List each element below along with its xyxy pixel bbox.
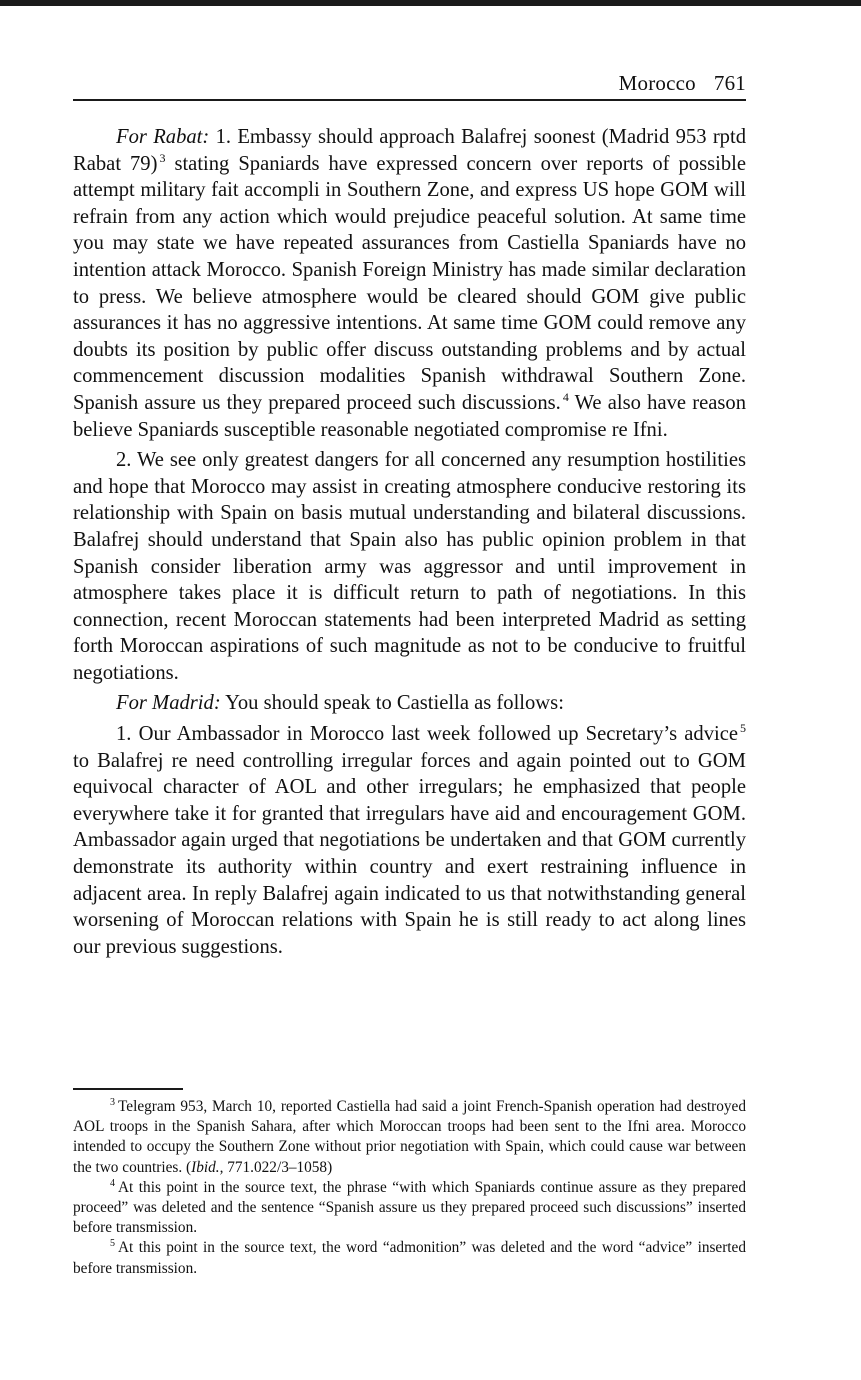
paragraph-madrid-1: 1. Our Ambassador in Morocco last week followed up Secretary’s advice $^5$ to Balafrej re need controlling irregular forces and again pointed out to GOM equivocal character of AOL and other irregulars; he emphasized that people everywhere take it for granted that irregulars have aid and encouragement GOM. Ambassador again urged that negotiations be undertaken and that GOM currently demonstrate its authority within country and exert restraining influence in adjacent area. In reply Balafrej again indicated to us that notwithstanding general worsening of Moroccan relations with Spain he is still ready to act along lines our previous suggestions. xyxy=(73,721,746,958)
paragraph-rabat-1: For Rabat: 1. Embassy should approach Balafrej soonest (Madrid 953 rptd Rabat 79) $^3$ stating Spaniards have expressed concern over reports of possible attempt military fait accompli in Southern Zone, and express US hope GOM will refrain from any action which would prejudice peaceful solution. At same time you may state we have repeated assurances from Castiella Spaniards have no intention attack Morocco. Spanish Foreign Ministry has made similar declaration to press. We believe atmosphere would be cleared should GOM give public assurances it has no aggressive intentions. At same time GOM could remove any doubts its position by public offer discuss outstanding problems and by actual commencement discussion modalities Spanish withdrawal Southern Zone. Spanish assure us they prepared proceed such discussions. $^4$ We also have reason believe Spaniards susceptible reasonable negotiated compromise re Ifni. xyxy=(73,126,746,441)
footnote-ref-5: 5 xyxy=(740,721,746,736)
section-title: Morocco xyxy=(618,71,696,95)
running-head-text xyxy=(619,71,746,96)
footnote-ref-4: 4 xyxy=(562,390,569,405)
footnote-separator xyxy=(73,1088,183,1090)
footnote-ref-3: 3 xyxy=(159,150,166,165)
footnote-4: $^4$ At this point in the source text, the phrase “with which Spaniards continue assure as they prepared proceed” was deleted and the sentence “Spanish assure us they prepared proceed such discussions” inserted before transmission. xyxy=(73,1177,746,1237)
page-top-edge xyxy=(0,0,861,6)
footnote-number: 3 xyxy=(110,1096,115,1108)
paragraph-madrid-intro: For Madrid: You should speak to Castiella as follows: xyxy=(116,692,564,715)
footnote-number: 5 xyxy=(110,1238,115,1250)
running-header xyxy=(73,71,746,101)
recipient-label-madrid: For Madrid: xyxy=(116,692,221,715)
page-number: 761 xyxy=(713,71,746,95)
document-body xyxy=(73,124,746,960)
footnote-3: $^3$ Telegram 953, March 10, reported Castiella had said a joint French-Spanish operation had destroyed AOL troops in the Spanish Sahara, after which Moroccan troops had been sent to the Ifni area. Morocco intended to occupy the Southern Zone without prior negotiation with Spain, which could cause war between the two countries. (Ibid., 771.022/3–1058) xyxy=(73,1096,746,1176)
footnote-number: 4 xyxy=(110,1177,115,1189)
recipient-label-rabat: For Rabat: xyxy=(116,126,210,148)
footnote-5: $^5$ At this point in the source text, the word “admonition” was deleted and the word “advice” inserted before transmission. xyxy=(73,1238,746,1277)
paragraph-rabat-2: 2. We see only greatest dangers for all concerned any resumption hostilities and hope that Morocco may assist in creating atmosphere conducive restoring its relationship with Spain on basis mutual understanding and bilateral discussions. Balafrej should understand that Spain also has public opinion problem in that Spanish consider liberation army was aggressor and until improvement in atmosphere takes place it is difficult return to path of negotiations. In this connection, recent Moroccan statements had been interpreted Madrid as setting forth Moroccan aspirations of such magnitude as not to be conducive to fruitful negotiations. xyxy=(73,449,746,684)
footnotes xyxy=(73,1097,746,1279)
